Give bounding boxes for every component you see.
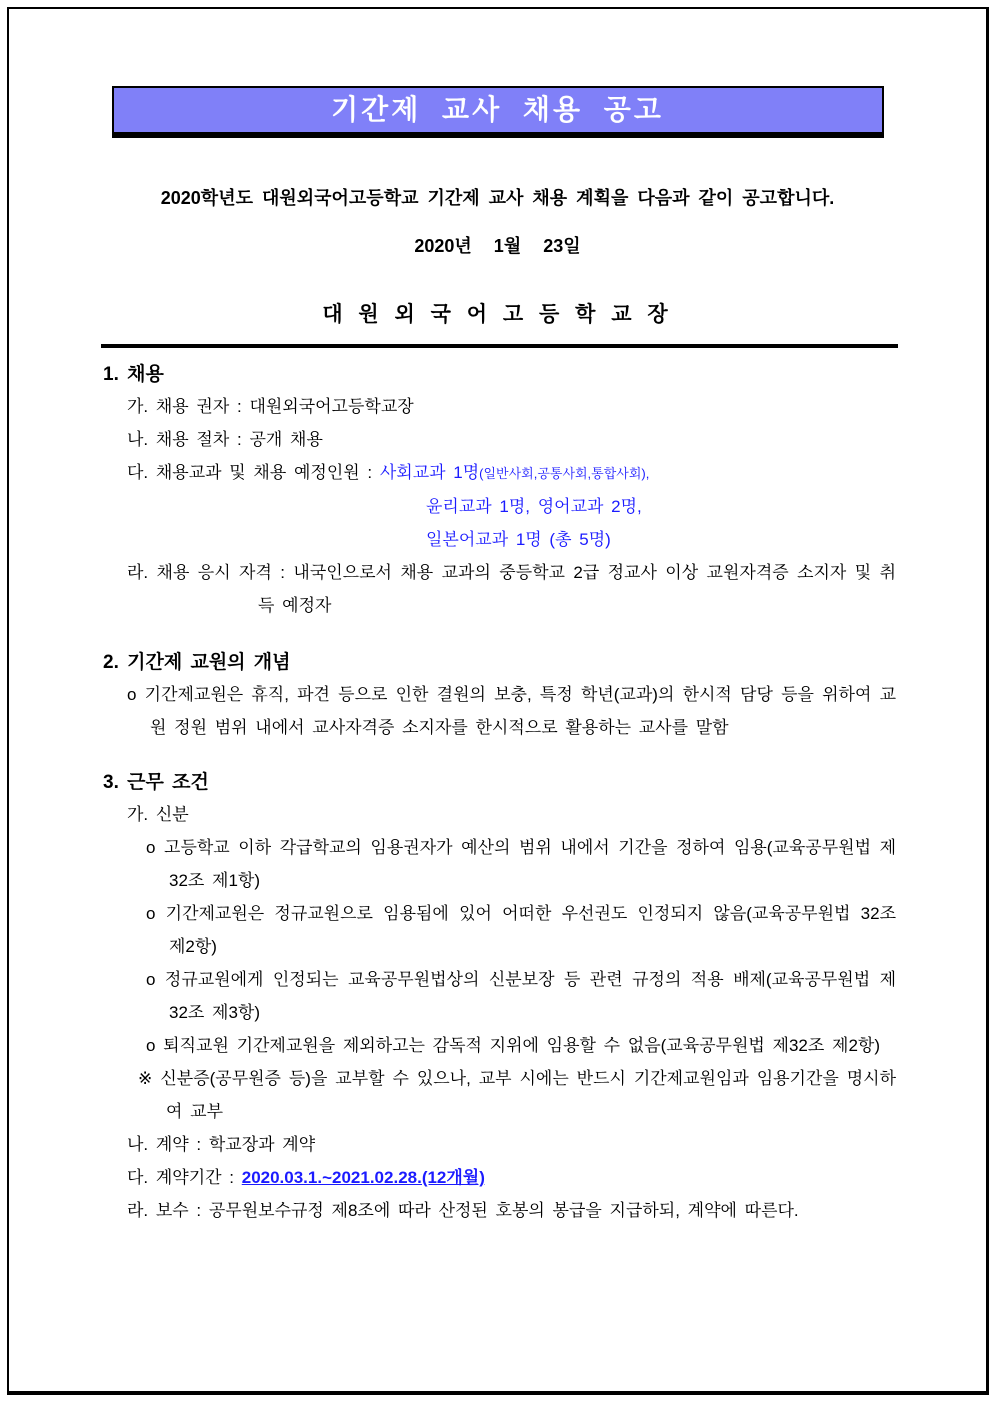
definition-bullet: o 기간제교원은 휴직, 파견 등으로 인한 결원의 보충, 특정 학년(교과)의 한시적 담당 등을 위하여 교원 정원 범위 내에서 교사자격증 소지자를 한시적으로 활용하는 교사를 말함	[127, 685, 896, 737]
section-3-title: 3. 근무 조건	[103, 772, 209, 793]
subjects-social-note: (일반사회,공통사회,통합사회),	[479, 466, 650, 481]
recruitment-procedure: 나. 채용 절차 : 공개 채용	[127, 430, 323, 449]
subjects-line-3: 일본어교과 1명 (총 5명)	[426, 530, 611, 549]
status-bullet-no-priority: o 기간제교원은 정규교원으로 임용됨에 있어 어떠한 우선권도 인정되지 않음(교육공무원법 32조 제2항)	[146, 904, 896, 956]
contract-period-item	[103, 1161, 896, 1194]
salary-item: 라. 보수 : 공무원보수규정 제8조에 따라 산정된 호봉의 봉급을 지급하되, 계약에 따른다.	[127, 1201, 799, 1220]
intro-text: 2020학년도 대원외국어고등학교 기간제 교사 채용 계획을 다음과 같이 공고합니다.	[160, 188, 835, 208]
status-note: ※ 신분증(공무원증 등)을 교부할 수 있으나, 교부 시에는 반드시 기간제교원임과 임용기간을 명시하여 교부	[138, 1069, 896, 1121]
recruitment-eligibility: 라. 채용 응시 자격 : 내국인으로서 채용 교과의 중등학교 2급 정교사 이상 교원자격증 소지자 및 취득 예정자	[127, 563, 896, 615]
subjects-line-1	[127, 456, 896, 490]
status-bullet-appointment: o 고등학교 이하 각급학교의 임용권자가 예산의 범위 내에서 기간을 정하여 임용(교육공무원법 제32조 제1항)	[146, 838, 896, 890]
status-label: 가. 신분	[127, 805, 189, 824]
recruitment-subjects	[103, 456, 896, 556]
contract-period-label: 다. 계약기간 :	[127, 1168, 242, 1187]
contract-item: 나. 계약 : 학교장과 계약	[127, 1135, 316, 1154]
section-2-title: 2. 기간제 교원의 개념	[103, 652, 291, 673]
subjects-line-2: 윤리교과 1명, 영어교과 2명,	[426, 497, 642, 516]
contract-period-link[interactable]: 2020.03.1.~2021.02.28.(12개월)	[241, 1168, 485, 1187]
document-body	[9, 348, 986, 1227]
announcement-date: 2020년 1월 23일	[414, 236, 581, 256]
status-bullet-exclusion: o 정규교원에게 인정되는 교육공무원법상의 신분보장 등 관련 규정의 적용 배제(교육공무원법 제32조 제3항)	[146, 970, 896, 1022]
subjects-prefix: 다. 채용교과 및 채용 예정인원 :	[127, 463, 380, 482]
status-bullet-supervisory: o 퇴직교원 기간제교원을 제외하고는 감독적 지위에 임용할 수 없음(교육공무원법 제32조 제2항)	[146, 1036, 880, 1055]
issuer-signature: 대 원 외 국 어 고 등 학 교 장	[322, 303, 673, 326]
recruitment-authority: 가. 채용 권자 : 대원외국어고등학교장	[127, 397, 414, 416]
subjects-social: 사회교과 1명	[379, 463, 480, 482]
page-title: 기간제 교사 채용 공고	[331, 94, 664, 125]
document-page	[7, 7, 989, 1395]
section-1-title: 1. 채용	[103, 364, 164, 385]
title-banner	[112, 86, 884, 138]
